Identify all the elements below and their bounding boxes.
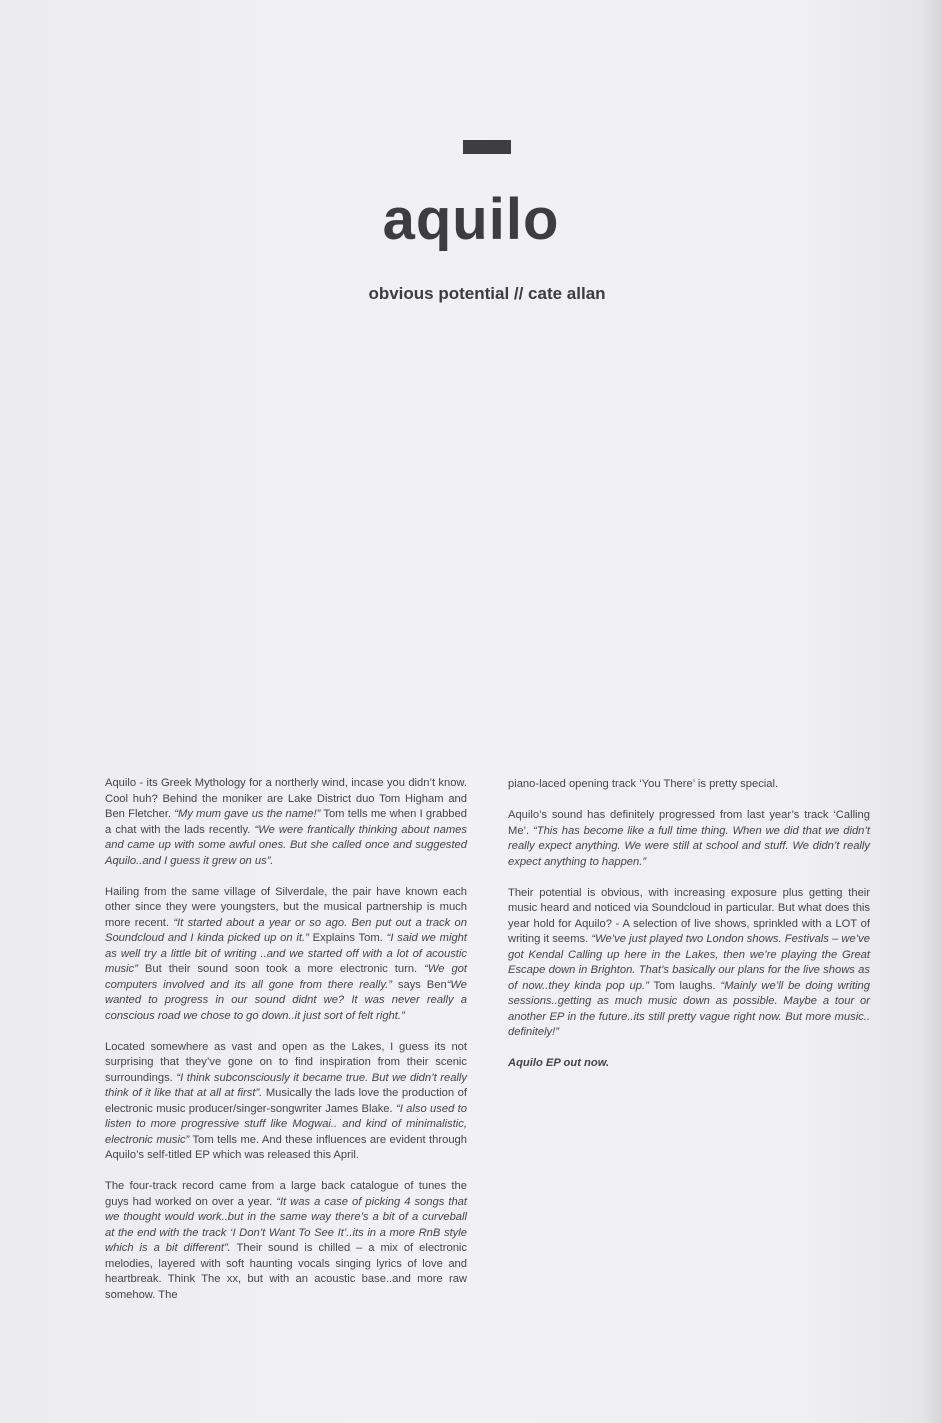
article-column-right [508, 777, 870, 1087]
quote: “Mainly we’ll be doing writing sessions..getting as much music down as possible. Maybe a tour or another EP in the future..its still pretty vague right now. But more music.. definitely!” [508, 979, 870, 1038]
quote: “I said we might as well try a little bit of writing ..and we started off with a lot of acoustic music” [105, 932, 468, 975]
article-column-left [105, 776, 467, 1319]
quote: “It was a case of picking 4 songs that we thought would work..but in the same way there’s a bit of a curveball at the end with the track ‘I Don’t Want To See It’..its in a more RnB style which is a bit different”. [105, 1195, 467, 1254]
quote: “We were frantically thinking about names and came up with some awful ones. But she called once and suggested Aquilo..and I guess it grew on us”. [105, 823, 468, 867]
quote: “My mum gave us the name!” [174, 808, 321, 820]
paragraph: Their potential is obvious, with increasing exposure plus getting their music heard and noticed via Soundcloud in particular. But what does this year hold for Aquilo? - A selection of live shows, sprinkled with a LOT of writing it seems. “We’ve just played two London shows. Festivals – we’ve got Kendal Calling up here in the Lakes, then we’re playing the Great Escape down in Brighton. That’s basically our plans for the live shows as of now..they kinda pop up.” Tom laughs. “Mainly we’ll be doing writing sessions..getting as much music down as possible. Maybe a tour or another EP in the future..its still pretty vague right now. But more music.. definitely!” [508, 886, 870, 1038]
paragraph: The four-track record came from a large back catalogue of tunes the guys had worked on over a year. “It was a case of picking 4 songs that we thought would work..but in the same way there’s a bit of a curveball at the end with the track ‘I Don’t Want To See It’..its in a more RnB style which is a bit different”. Their sound is chilled – a mix of electronic melodies, layered with soft haunting vocals singing lyrics of love and heartbreak. Think The xx, but with an acoustic base..and more raw somehow. The [105, 1180, 467, 1301]
quote: “We wanted to progress in our sound didnt we? It was never really a conscious road we chose to go down..it just sort of felt right.” [105, 978, 467, 1022]
paragraph: Aquilo - its Greek Mythology for a northerly wind, incase you didn’t know. Cool huh? Behind the moniker are Lake District duo Tom Higham and Ben Fletcher. “My mum gave us the name!” Tom tells me when I grabbed a chat with the lads recently. “We were frantically thinking about names and came up with some awful ones. But she called once and suggested Aquilo..and I guess it grew on us”. [105, 777, 468, 867]
paragraph: piano-laced opening track ‘You There’ is pretty special. [508, 778, 779, 790]
quote: “I think subconsciously it became true. But we didn’t really think of it like that at all at first”. [105, 1071, 467, 1099]
paragraph: Located somewhere as vast and open as the Lakes, I guess its not surprising that they’ve gone on to find inspiration from their scenic surroundings. “I think subconsciously it became true. But we didn’t really think of it like that at all at first”. Musically the lads love the production of electronic music producer/singer-songwriter James Blake. “I also used to listen to more progressive stuff like Mogwai.. and kind of minimalistic, electronic music” Tom tells me. And these influences are evident through Aquilo’s self-titled EP which was released this April. [105, 1040, 468, 1161]
quote: “We’ve just played two London shows. Festivals – we’ve got Kendal Calling up here in the Lakes, then we’re playing the Great Escape down in Brighton. That’s basically our plans for the live shows as of now..they kinda pop up.” [508, 933, 870, 992]
quote: “We got computers involved and its all gone from there really.” [105, 963, 467, 991]
article-byline: obvious potential // cate allan [368, 284, 606, 303]
ep-release-note: Aquilo EP out now. [508, 1057, 610, 1069]
paragraph: Aquilo’s sound has definitely progressed from last year’s track ‘Calling Me’. “This has become like a full time thing. When we did that we didn’t really expect anything. We were still at school and stuff. We didn’t really expect anything to happen.” [508, 809, 870, 868]
paragraph [508, 1056, 870, 1072]
quote: “This has become like a full time thing. When we did that we didn’t really expect anything. We were still at school and stuff. We didn’t really expect anything to happen.” [508, 824, 870, 868]
quote: “It started about a year or so ago. Ben put out a track on Soundcloud and I kinda picked up on it.” [105, 916, 467, 944]
paragraph: Hailing from the same village of Silverdale, the pair have known each other since they were youngsters, but the musical partnership is much more recent. “It started about a year or so ago. Ben put out a track on Soundcloud and I kinda picked up on it.” Explains Tom. “I said we might as well try a little bit of writing ..and we started off with a lot of acoustic music” But their sound soon took a more electronic turn. “We got computers involved and its all gone from there really.” says Ben“We wanted to progress in our sound didnt we? It was never really a conscious road we chose to go down..it just sort of felt right.” [105, 885, 468, 1022]
article-title: aquilo [382, 187, 560, 252]
quote: “I also used to listen to more progressive stuff like Mogwai.. and kind of minimalistic, electronic music” [105, 1102, 467, 1146]
title-accent-bar [463, 140, 511, 154]
